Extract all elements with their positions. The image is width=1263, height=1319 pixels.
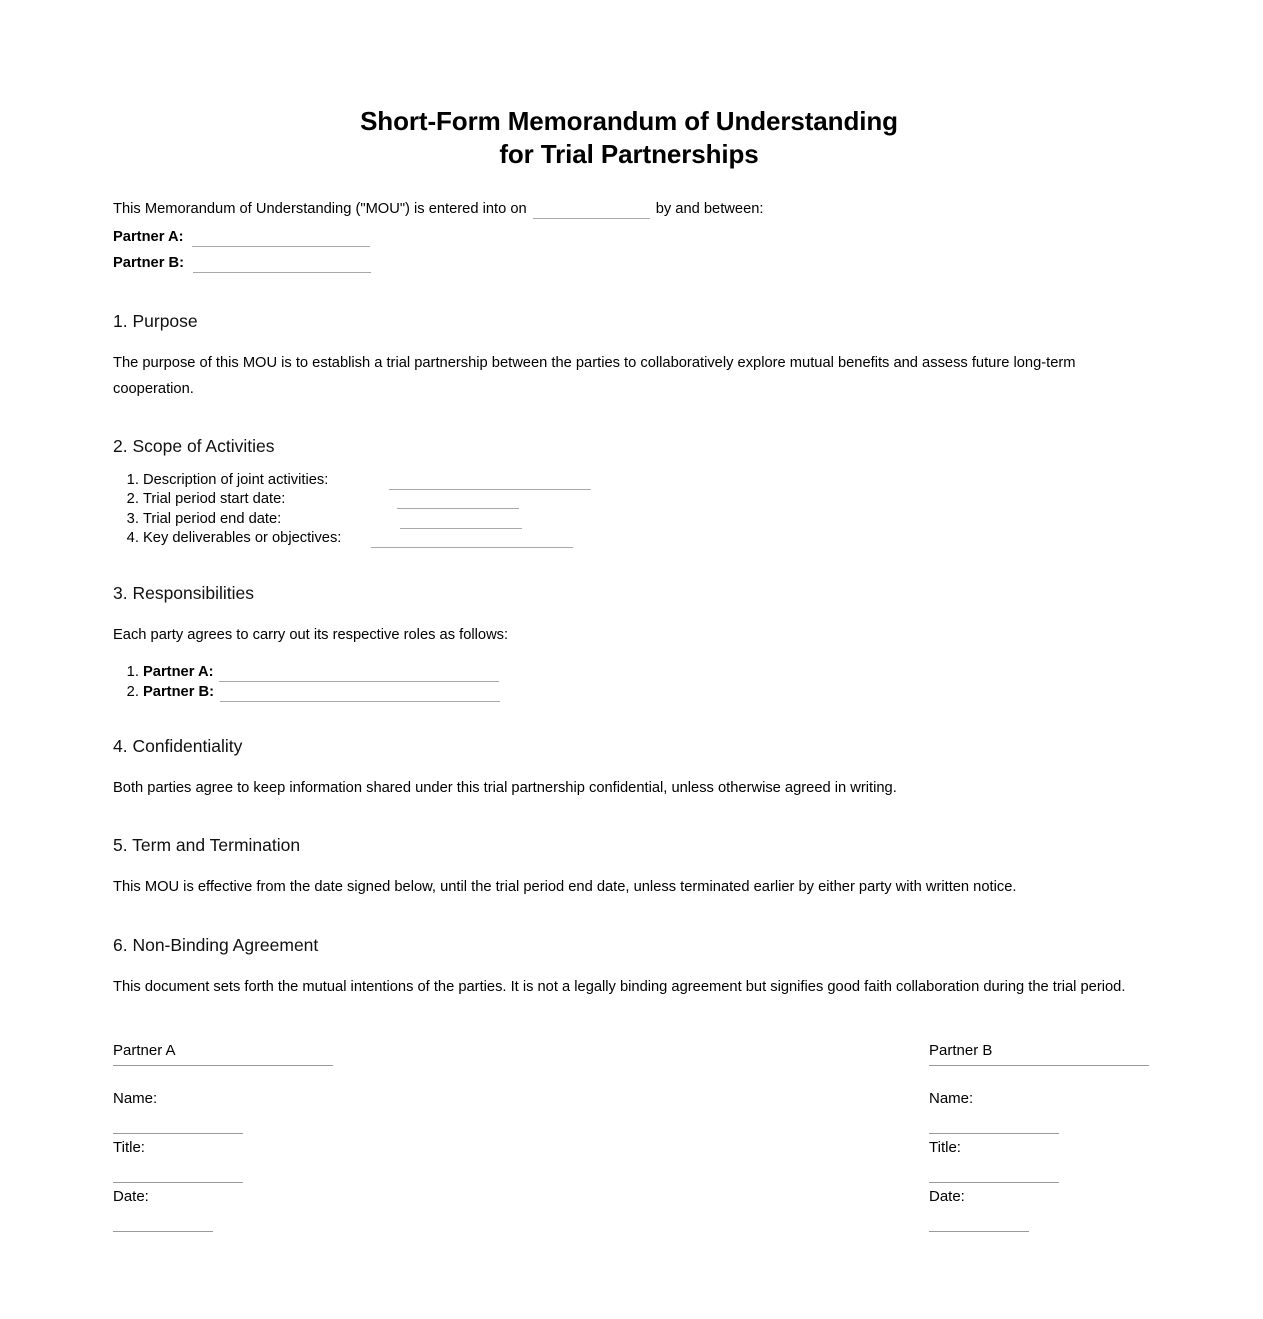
partner-a-intro-row: [113, 224, 1145, 250]
scope-item-label-3: Trial period end date:: [143, 510, 282, 527]
list-item: [143, 662, 1145, 682]
intro-text-before: This Memorandum of Understanding ("MOU") is entered into on: [113, 200, 527, 217]
list-item: [143, 471, 1145, 490]
signature-name-field-a[interactable]: [113, 1091, 243, 1106]
responsibilities-intro: Each party agrees to carry out its respective roles as follows:: [113, 626, 509, 643]
responsibilities-list: [113, 662, 1145, 703]
signature-title-partner-b: Partner B: [929, 1043, 1149, 1066]
list-item: [143, 529, 1145, 548]
signature-date-field-b[interactable]: [929, 1182, 1059, 1204]
list-item: [143, 490, 1145, 509]
partner-b-intro-row: [113, 250, 1145, 276]
scope-list: [113, 471, 1145, 549]
signature-date-rule-b[interactable]: [929, 1231, 1029, 1232]
signature-name-label-a: Name:: [113, 1090, 158, 1107]
section-heading-scope: 2. Scope of Activities: [113, 435, 275, 456]
section-heading-non-binding: 6. Non-Binding Agreement: [113, 934, 319, 955]
section-body-non-binding: This document sets forth the mutual intentions of the parties. It is not a legally binding agreement but signifies good faith collaboration during the trial period.: [113, 978, 1126, 995]
section-body-term: This MOU is effective from the date signed below, until the trial period end date, unless terminated earlier by either party with written notice.: [113, 879, 1017, 896]
scope-item-label-2: Trial period start date:: [143, 491, 286, 508]
scope-item-label-4: Key deliverables or objectives:: [143, 530, 342, 547]
resp-item-blank-2[interactable]: [220, 689, 500, 702]
list-item: [143, 510, 1145, 529]
scope-item-blank-3[interactable]: [400, 516, 522, 529]
signature-date-label-b: Date:: [929, 1188, 965, 1205]
resp-item-blank-1[interactable]: [219, 669, 499, 682]
intro-paragraph: [113, 198, 1145, 221]
signature-title-field-a[interactable]: [113, 1133, 243, 1155]
signature-date-rule-a[interactable]: [113, 1231, 213, 1232]
signature-name-field-b[interactable]: [929, 1091, 1059, 1106]
section-body-purpose: The purpose of this MOU is to establish a trial partnership between the parties to collaboratively explore mutual benefits and assess future long-term cooperation.: [113, 354, 1076, 397]
signature-block: [113, 1043, 1148, 1253]
signature-title-label-b: Title:: [929, 1139, 961, 1156]
signature-column-partner-a: [113, 1043, 333, 1232]
signature-title-partner-a: Partner A: [113, 1043, 333, 1066]
title-line-2: for Trial Partnerships: [499, 139, 759, 170]
section-heading-term: 5. Term and Termination: [113, 835, 301, 856]
scope-item-label-1: Description of joint activities:: [143, 471, 329, 488]
partner-b-name-blank[interactable]: [193, 260, 371, 273]
signature-date-field-a[interactable]: [113, 1182, 243, 1204]
signature-date-label-a: Date:: [113, 1188, 149, 1205]
section-heading-confidentiality: 4. Confidentiality: [113, 736, 243, 757]
list-item: [143, 682, 1145, 702]
scope-item-blank-4[interactable]: [371, 535, 573, 548]
partner-a-label: Partner A:: [113, 229, 184, 246]
signature-name-label-b: Name:: [929, 1090, 974, 1107]
section-body-confidentiality: Both parties agree to keep information shared under this trial partnership confidential, unless otherwise agreed in writing.: [113, 780, 897, 797]
signature-title-label-a: Title:: [113, 1139, 145, 1156]
scope-item-blank-2[interactable]: [397, 496, 519, 509]
partner-b-label: Partner B:: [113, 255, 185, 272]
signature-title-field-b[interactable]: [929, 1133, 1059, 1155]
section-heading-responsibilities: 3. Responsibilities: [113, 582, 255, 603]
title-line-1: Short-Form Memorandum of Understanding: [360, 106, 898, 136]
signature-column-partner-b: [929, 1043, 1149, 1232]
partner-a-name-blank[interactable]: [192, 234, 370, 247]
intro-text-after: by and between:: [655, 200, 764, 217]
document-content: [113, 105, 1145, 1000]
resp-item-label-2: Partner B:: [143, 684, 215, 700]
resp-item-label-1: Partner A:: [143, 663, 214, 680]
section-heading-purpose: 1. Purpose: [113, 310, 198, 331]
page-title: [113, 105, 1145, 172]
effective-date-blank[interactable]: [533, 206, 650, 219]
scope-item-blank-1[interactable]: [389, 477, 591, 490]
